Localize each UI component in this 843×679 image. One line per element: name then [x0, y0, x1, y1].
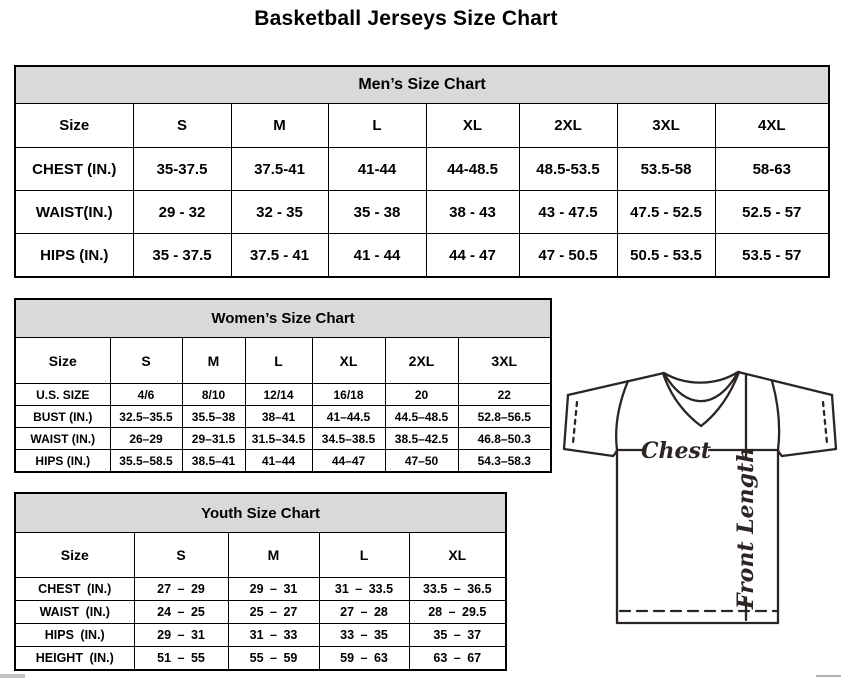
- table-cell: 41-44: [328, 148, 426, 191]
- table-cell: 35 - 37.5: [133, 234, 231, 278]
- table-row: [15, 66, 829, 104]
- table-row: [15, 450, 551, 473]
- table-cell: 53.5-58: [617, 148, 715, 191]
- column-header: 2XL: [385, 338, 458, 384]
- table-cell: 29 – 31: [228, 578, 319, 601]
- table-cell: 31.5–34.5: [245, 428, 312, 450]
- table-cell: 53.5 - 57: [715, 234, 829, 278]
- table-cell: 12/14: [245, 384, 312, 406]
- table-cell: 51 – 55: [134, 647, 228, 671]
- column-header: L: [245, 338, 312, 384]
- youth-size-chart-table: [14, 492, 507, 671]
- table-cell: 48.5-53.5: [519, 148, 617, 191]
- table-cell: 38.5–42.5: [385, 428, 458, 450]
- row-label: WAIST (IN.): [15, 428, 110, 450]
- row-label: HIPS (IN.): [15, 234, 133, 278]
- table-cell: 34.5–38.5: [312, 428, 385, 450]
- table-row: [15, 384, 551, 406]
- table-cell: 37.5 - 41: [231, 234, 328, 278]
- column-header: L: [328, 104, 426, 148]
- table-cell: 20: [385, 384, 458, 406]
- column-header: S: [110, 338, 182, 384]
- table-row: [15, 191, 829, 234]
- mens-size-chart-table: [14, 65, 830, 278]
- front-length-label: Front Length: [733, 446, 759, 610]
- table-row: [15, 234, 829, 278]
- column-header: M: [228, 533, 319, 578]
- table-cell: 46.8–50.3: [458, 428, 551, 450]
- row-label: CHEST (IN.): [15, 148, 133, 191]
- table-cell: 29–31.5: [182, 428, 245, 450]
- column-header: 4XL: [715, 104, 829, 148]
- table-cell: 47–50: [385, 450, 458, 473]
- table-cell: 41–44: [245, 450, 312, 473]
- row-label: HIPS (IN.): [15, 624, 134, 647]
- column-header: M: [182, 338, 245, 384]
- table-cell: 31 – 33.5: [319, 578, 409, 601]
- table-cell: 52.8–56.5: [458, 406, 551, 428]
- table-caption: Men’s Size Chart: [15, 66, 829, 104]
- table-cell: 55 – 59: [228, 647, 319, 671]
- table-cell: 33.5 – 36.5: [409, 578, 506, 601]
- table-cell: 38–41: [245, 406, 312, 428]
- row-label: BUST (IN.): [15, 406, 110, 428]
- page-title: Basketball Jerseys Size Chart: [254, 7, 558, 30]
- table-row: [15, 624, 506, 647]
- table-cell: 33 – 35: [319, 624, 409, 647]
- column-header: 2XL: [519, 104, 617, 148]
- row-label: CHEST (IN.): [15, 578, 134, 601]
- table-row: [15, 493, 506, 533]
- table-cell: 35-37.5: [133, 148, 231, 191]
- row-label: HIPS (IN.): [15, 450, 110, 473]
- table-cell: 52.5 - 57: [715, 191, 829, 234]
- column-header: Size: [15, 338, 110, 384]
- column-header: S: [134, 533, 228, 578]
- table-cell: 27 – 28: [319, 601, 409, 624]
- column-header: XL: [426, 104, 519, 148]
- table-cell: 41–44.5: [312, 406, 385, 428]
- jersey-measurement-diagram: [556, 362, 843, 652]
- column-header: S: [133, 104, 231, 148]
- table-cell: 41 - 44: [328, 234, 426, 278]
- chest-label: Chest: [640, 438, 712, 464]
- table-caption: Women’s Size Chart: [15, 299, 551, 338]
- table-cell: 16/18: [312, 384, 385, 406]
- column-header: XL: [409, 533, 506, 578]
- table-cell: 44–47: [312, 450, 385, 473]
- table-cell: 24 – 25: [134, 601, 228, 624]
- table-row: [15, 533, 506, 578]
- row-label: U.S. SIZE: [15, 384, 110, 406]
- column-header: XL: [312, 338, 385, 384]
- table-cell: 38 - 43: [426, 191, 519, 234]
- table-cell: 35 – 37: [409, 624, 506, 647]
- column-header: L: [319, 533, 409, 578]
- column-header: Size: [15, 533, 134, 578]
- table-row: [15, 148, 829, 191]
- column-header: M: [231, 104, 328, 148]
- table-cell: 8/10: [182, 384, 245, 406]
- table-row: [15, 104, 829, 148]
- table-cell: 44 - 47: [426, 234, 519, 278]
- horizontal-scrollbar-fragment[interactable]: [816, 675, 841, 677]
- table-cell: 26–29: [110, 428, 182, 450]
- row-label: HEIGHT (IN.): [15, 647, 134, 671]
- table-cell: 4/6: [110, 384, 182, 406]
- table-cell: 32.5–35.5: [110, 406, 182, 428]
- column-header: 3XL: [458, 338, 551, 384]
- table-row: [15, 406, 551, 428]
- table-caption: Youth Size Chart: [15, 493, 506, 533]
- table-cell: 25 – 27: [228, 601, 319, 624]
- row-label: WAIST (IN.): [15, 601, 134, 624]
- table-row: [15, 299, 551, 338]
- table-cell: 59 – 63: [319, 647, 409, 671]
- table-cell: 29 - 32: [133, 191, 231, 234]
- table-cell: 35.5–58.5: [110, 450, 182, 473]
- column-header: 3XL: [617, 104, 715, 148]
- horizontal-scrollbar-fragment[interactable]: [0, 674, 25, 678]
- womens-size-chart-table: [14, 298, 552, 473]
- table-cell: 44.5–48.5: [385, 406, 458, 428]
- table-cell: 38.5–41: [182, 450, 245, 473]
- column-header: Size: [15, 104, 133, 148]
- table-cell: 37.5-41: [231, 148, 328, 191]
- table-row: [15, 428, 551, 450]
- table-row: [15, 578, 506, 601]
- jersey-outline-icon: [564, 372, 836, 623]
- table-cell: 31 – 33: [228, 624, 319, 647]
- table-cell: 35 - 38: [328, 191, 426, 234]
- table-cell: 35.5–38: [182, 406, 245, 428]
- table-cell: 29 – 31: [134, 624, 228, 647]
- table-row: [15, 647, 506, 671]
- table-cell: 43 - 47.5: [519, 191, 617, 234]
- table-cell: 47.5 - 52.5: [617, 191, 715, 234]
- table-cell: 44-48.5: [426, 148, 519, 191]
- table-row: [15, 601, 506, 624]
- row-label: WAIST(IN.): [15, 191, 133, 234]
- table-cell: 28 – 29.5: [409, 601, 506, 624]
- table-row: [15, 338, 551, 384]
- table-cell: 63 – 67: [409, 647, 506, 671]
- table-cell: 54.3–58.3: [458, 450, 551, 473]
- table-cell: 32 - 35: [231, 191, 328, 234]
- table-cell: 50.5 - 53.5: [617, 234, 715, 278]
- table-cell: 47 - 50.5: [519, 234, 617, 278]
- table-cell: 58-63: [715, 148, 829, 191]
- table-cell: 22: [458, 384, 551, 406]
- table-cell: 27 – 29: [134, 578, 228, 601]
